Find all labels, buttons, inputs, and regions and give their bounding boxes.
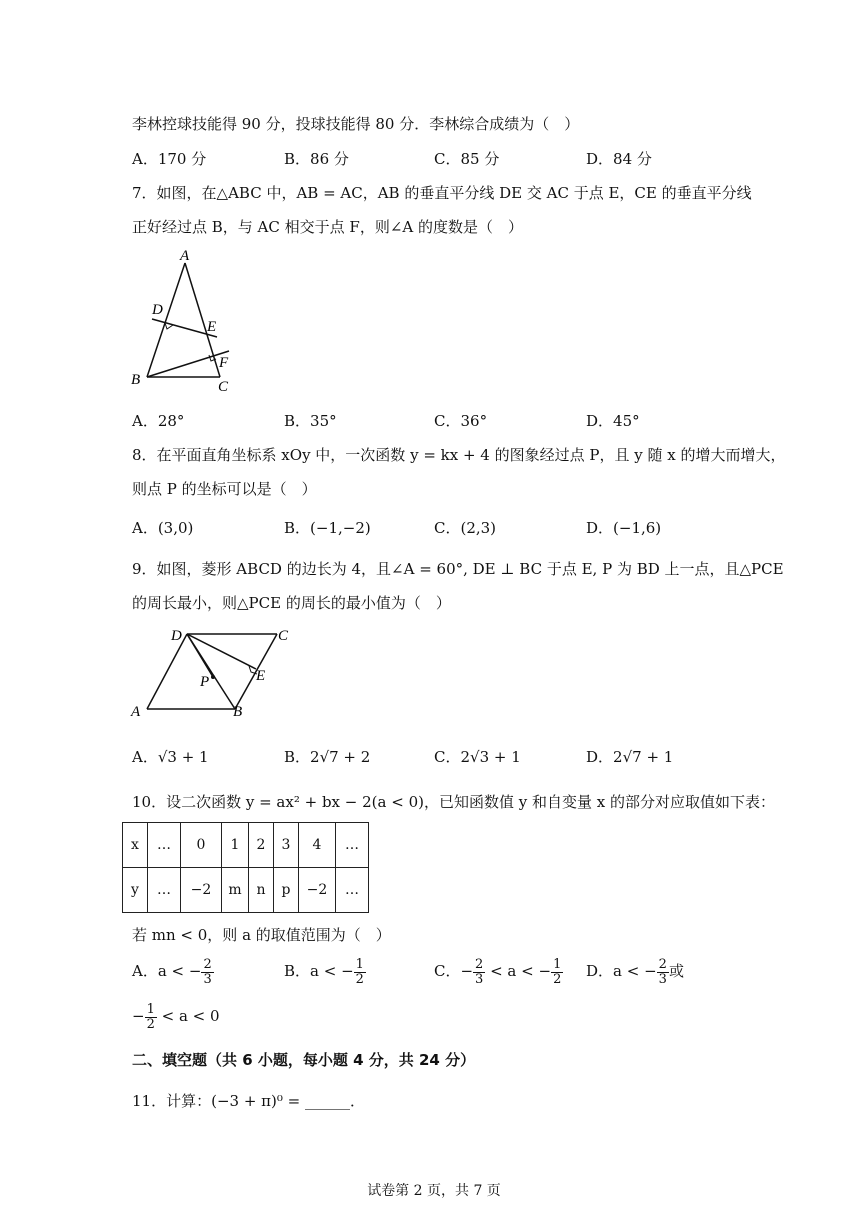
q10-stem-line1: 10．设二次函数 y = ax² + bx − 2(a < 0)，已知函数值 y 和自变量 x 的部分对应取值如下表： — [132, 793, 775, 811]
q9-option-c: C．2√3 + 1 — [434, 748, 521, 766]
q6-option-b: B．86 分 — [284, 150, 349, 168]
q8-option-a: A．(3,0) — [132, 519, 194, 537]
q6-option-c: C．85 分 — [434, 150, 500, 168]
q8-stem-line2: 则点 P 的坐标可以是（ ） — [132, 480, 317, 498]
q7-option-b: B．35° — [284, 412, 337, 430]
table-cell: … — [336, 868, 369, 913]
table-cell: n — [249, 868, 274, 913]
q7-option-c: C．36° — [434, 412, 488, 430]
q10-option-b: B．a < − $\frac{1}{2}$ — [284, 957, 364, 987]
q10-option-d: D．a < − $\frac{2}{3}$ 或 — [586, 957, 684, 987]
q7-label-d: D — [152, 302, 163, 318]
q6-stem-tail: 李林控球技能得 90 分，投球技能得 80 分．李林综合成绩为（ ） — [132, 115, 580, 133]
q7-label-a: A — [180, 248, 190, 264]
table-cell: 4 — [299, 823, 336, 868]
q10-option-a: A．a < − $\frac{2}{3}$ — [132, 957, 212, 987]
q7-option-d: D．45° — [586, 412, 640, 430]
page-footer: 试卷第 2 页，共 7 页 — [367, 1183, 501, 1199]
q9-label-c: C — [278, 628, 289, 644]
q7-label-c: C — [218, 379, 229, 395]
table-cell: … — [336, 823, 369, 868]
q7-stem-line1: 7．如图，在△ABC 中，AB = AC，AB 的垂直平分线 DE 交 AC 于点 E，CE 的垂直平分线 — [132, 184, 752, 202]
q9-option-b: B．2√7 + 2 — [284, 748, 371, 766]
q7-label-e: E — [207, 319, 217, 335]
q9-label-a: A — [131, 704, 141, 720]
q8-option-b: B．(−1,−2) — [284, 519, 371, 537]
q9-option-d: D．2√7 + 1 — [586, 748, 674, 766]
q10-value-table — [122, 822, 369, 913]
table-cell: 0 — [181, 823, 222, 868]
q9-label-p: P — [200, 674, 210, 690]
section-title-fill-blank: 二、填空题（共 6 小题，每小题 4 分，共 24 分） — [132, 1051, 476, 1069]
q8-option-d: D．(−1,6) — [586, 519, 662, 537]
table-cell: −2 — [299, 868, 336, 913]
q9-label-e: E — [256, 668, 266, 684]
q9-label-d: D — [171, 628, 182, 644]
q7-triangle-figure — [125, 245, 245, 395]
q9-label-b: B — [233, 704, 243, 720]
table-cell: 2 — [249, 823, 274, 868]
q7-label-f: F — [219, 355, 229, 371]
q7-stem-line2: 正好经过点 B，与 AC 相交于点 F，则∠A 的度数是（ ） — [132, 218, 523, 236]
q9-stem-line1: 9．如图，菱形 ABCD 的边长为 4，且∠A = 60°, DE ⊥ BC 于点 E, P 为 BD 上一点，且△PCE — [132, 560, 784, 578]
table-cell: m — [222, 868, 249, 913]
q9-option-a: A．√3 + 1 — [132, 748, 209, 766]
q9-rhombus-figure — [125, 622, 305, 722]
table-row — [123, 823, 369, 868]
table-cell: y — [123, 868, 148, 913]
q6-option-a: A．170 分 — [132, 150, 207, 168]
q11-stem: 11．计算：(−3 + π)⁰ = ______． — [132, 1092, 365, 1110]
q10-option-d-continued: − $\frac{1}{2}$ < a < 0 — [132, 1002, 220, 1032]
table-cell: −2 — [181, 868, 222, 913]
table-cell: 3 — [274, 823, 299, 868]
q7-option-a: A．28° — [132, 412, 185, 430]
q8-option-c: C．(2,3) — [434, 519, 497, 537]
table-cell: p — [274, 868, 299, 913]
q9-stem-line2: 的周长最小，则△PCE 的周长的最小值为（ ） — [132, 594, 451, 612]
table-cell: x — [123, 823, 148, 868]
table-cell: … — [148, 868, 181, 913]
q10-option-c: C．− $\frac{2}{3}$ < a < − $\frac{1}{2}$ — [434, 957, 562, 987]
table-cell: 1 — [222, 823, 249, 868]
table-row — [123, 868, 369, 913]
q10-stem-line2: 若 mn < 0，则 a 的取值范围为（ ） — [132, 926, 391, 944]
table-cell: … — [148, 823, 181, 868]
q7-label-b: B — [131, 372, 141, 388]
q8-stem-line1: 8．在平面直角坐标系 xOy 中，一次函数 y = kx + 4 的图象经过点 P，且 y 随 x 的增大而增大， — [132, 446, 786, 464]
q6-option-d: D．84 分 — [586, 150, 652, 168]
